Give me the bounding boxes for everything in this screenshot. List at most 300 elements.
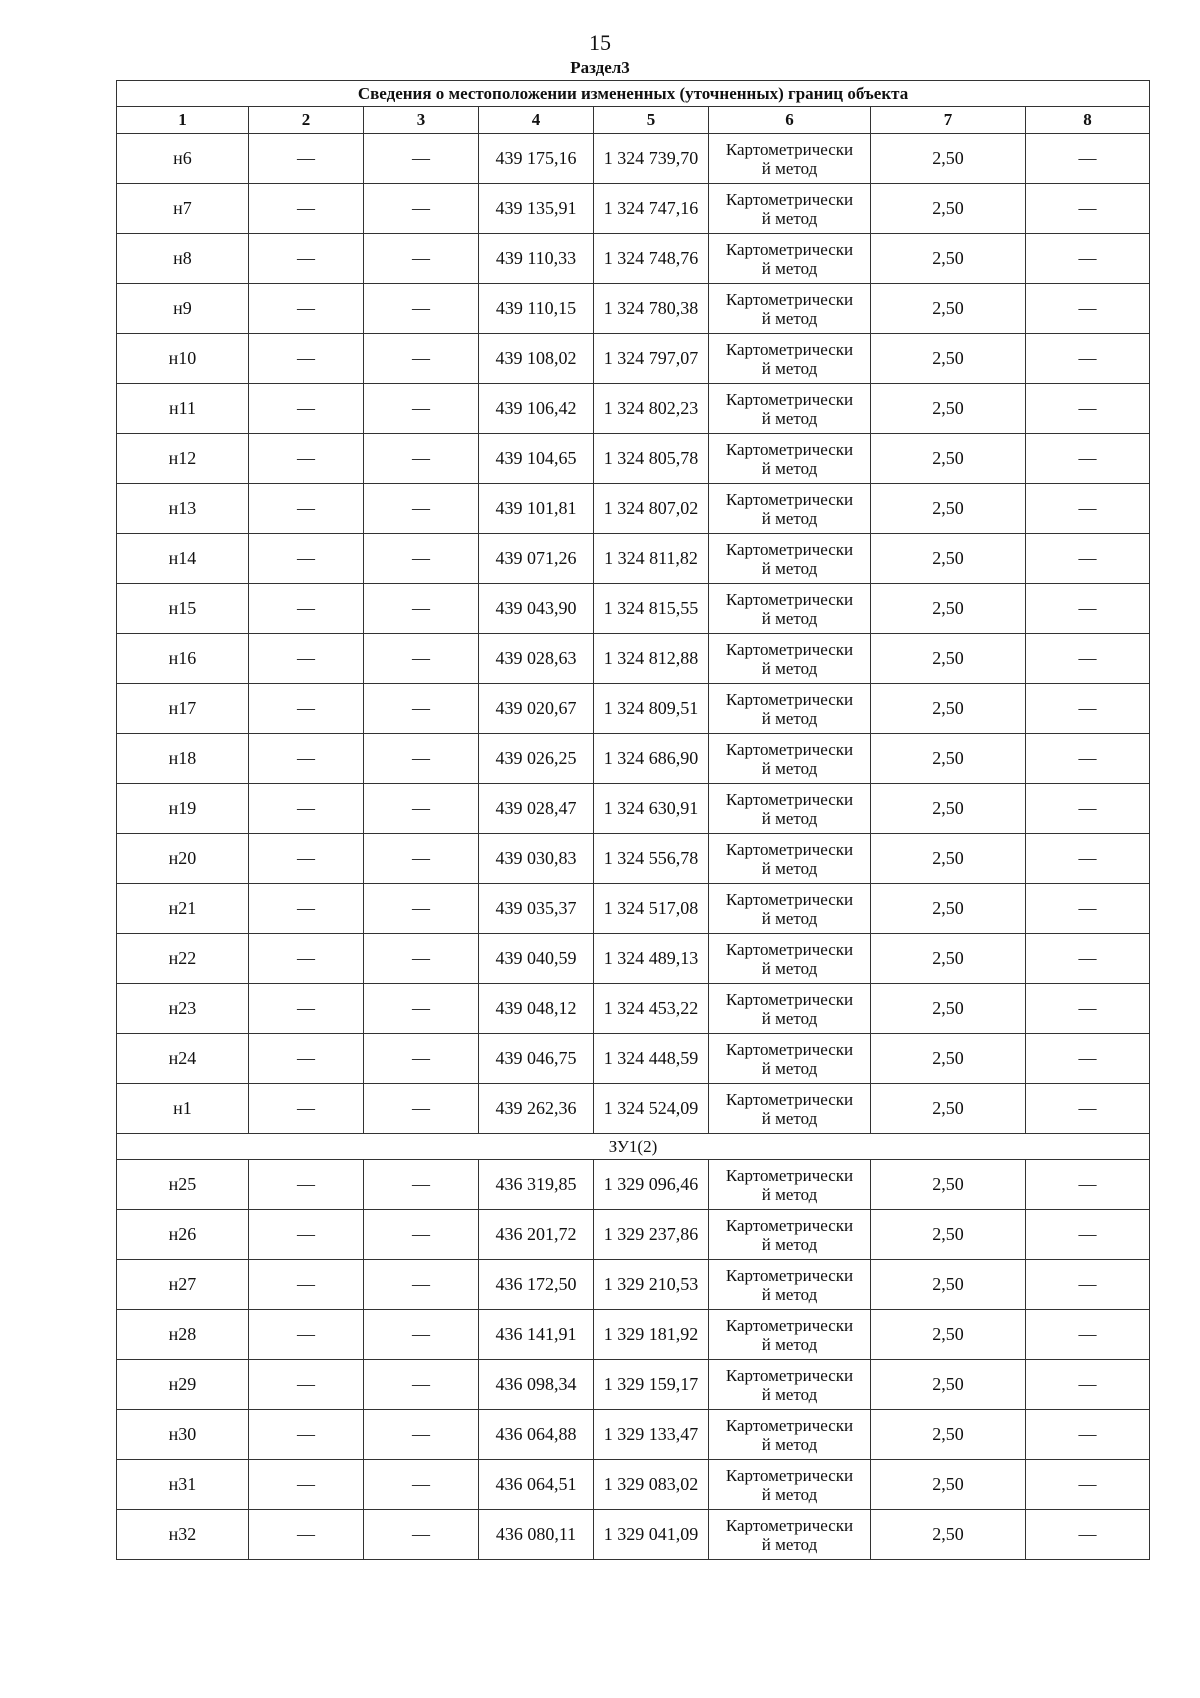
x-coordinate-cell: 439 028,63: [479, 634, 594, 684]
table-row: [117, 134, 1150, 184]
point-id-cell: н30: [117, 1410, 249, 1460]
col8-cell: —: [1026, 1360, 1150, 1410]
table-row: [117, 1510, 1150, 1560]
col3-cell: —: [364, 384, 479, 434]
point-id-cell: н11: [117, 384, 249, 434]
table-row: [117, 534, 1150, 584]
y-coordinate-cell: 1 324 802,23: [594, 384, 709, 434]
table-row: [117, 1310, 1150, 1360]
method-line-1: Картометрически: [725, 1089, 854, 1109]
method-line-1: Картометрически: [725, 1365, 854, 1385]
point-id-cell: н25: [117, 1160, 249, 1210]
method-line-2: й метод: [761, 708, 818, 728]
point-id-cell: н22: [117, 934, 249, 984]
table-row: [117, 1210, 1150, 1260]
method-cell: [709, 1410, 871, 1460]
accuracy-cell: 2,50: [871, 784, 1026, 834]
method-line-2: й метод: [761, 1434, 818, 1454]
point-id-cell: н18: [117, 734, 249, 784]
table-body: [117, 134, 1150, 1560]
col2-cell: —: [249, 834, 364, 884]
x-coordinate-cell: 436 064,51: [479, 1460, 594, 1510]
accuracy-cell: 2,50: [871, 284, 1026, 334]
col2-cell: —: [249, 184, 364, 234]
col3-cell: —: [364, 834, 479, 884]
y-coordinate-cell: 1 324 815,55: [594, 584, 709, 634]
method-line-2: й метод: [761, 758, 818, 778]
col2-cell: —: [249, 634, 364, 684]
y-coordinate-cell: 1 324 630,91: [594, 784, 709, 834]
x-coordinate-cell: 436 098,34: [479, 1360, 594, 1410]
method-line-2: й метод: [761, 258, 818, 278]
point-id-cell: н29: [117, 1360, 249, 1410]
col3-cell: —: [364, 1160, 479, 1210]
point-id-cell: н6: [117, 134, 249, 184]
table-row: [117, 1084, 1150, 1134]
col8-cell: —: [1026, 434, 1150, 484]
table-row: [117, 1160, 1150, 1210]
method-line-1: Картометрически: [725, 189, 854, 209]
method-line-2: й метод: [761, 508, 818, 528]
method-line-2: й метод: [761, 1008, 818, 1028]
x-coordinate-cell: 436 064,88: [479, 1410, 594, 1460]
y-coordinate-cell: 1 324 797,07: [594, 334, 709, 384]
col3-cell: —: [364, 284, 479, 334]
col2-cell: —: [249, 1460, 364, 1510]
col8-cell: —: [1026, 1160, 1150, 1210]
table-row: [117, 884, 1150, 934]
accuracy-cell: 2,50: [871, 634, 1026, 684]
col2-cell: —: [249, 734, 364, 784]
method-cell: [709, 334, 871, 384]
accuracy-cell: 2,50: [871, 684, 1026, 734]
method-cell: [709, 1460, 871, 1510]
method-line-2: й метод: [761, 1534, 818, 1554]
method-line-2: й метод: [761, 1334, 818, 1354]
accuracy-cell: 2,50: [871, 534, 1026, 584]
col8-cell: —: [1026, 234, 1150, 284]
method-line-1: Картометрически: [725, 339, 854, 359]
table-row: [117, 334, 1150, 384]
col3-cell: —: [364, 184, 479, 234]
accuracy-cell: 2,50: [871, 484, 1026, 534]
method-line-1: Картометрически: [725, 739, 854, 759]
col2-cell: —: [249, 1510, 364, 1560]
method-line-2: й метод: [761, 808, 818, 828]
method-cell: [709, 834, 871, 884]
x-coordinate-cell: 439 101,81: [479, 484, 594, 534]
x-coordinate-cell: 439 040,59: [479, 934, 594, 984]
col2-cell: —: [249, 384, 364, 434]
method-cell: [709, 584, 871, 634]
accuracy-cell: 2,50: [871, 1260, 1026, 1310]
table-row: [117, 734, 1150, 784]
table-row: [117, 584, 1150, 634]
method-cell: [709, 1510, 871, 1560]
x-coordinate-cell: 439 175,16: [479, 134, 594, 184]
x-coordinate-cell: 439 048,12: [479, 984, 594, 1034]
y-coordinate-cell: 1 324 556,78: [594, 834, 709, 884]
col8-cell: —: [1026, 1310, 1150, 1360]
accuracy-cell: 2,50: [871, 1410, 1026, 1460]
accuracy-cell: 2,50: [871, 584, 1026, 634]
col2-cell: —: [249, 1084, 364, 1134]
y-coordinate-cell: 1 329 237,86: [594, 1210, 709, 1260]
y-coordinate-cell: 1 324 453,22: [594, 984, 709, 1034]
col3-cell: —: [364, 584, 479, 634]
col8-cell: —: [1026, 384, 1150, 434]
accuracy-cell: 2,50: [871, 384, 1026, 434]
point-id-cell: н31: [117, 1460, 249, 1510]
method-line-2: й метод: [761, 658, 818, 678]
method-line-1: Картометрически: [725, 639, 854, 659]
method-line-2: й метод: [761, 908, 818, 928]
col8-cell: —: [1026, 984, 1150, 1034]
col8-cell: —: [1026, 584, 1150, 634]
method-line-1: Картометрически: [725, 239, 854, 259]
boundary-coordinates-table: [116, 80, 1150, 1560]
method-line-1: Картометрически: [725, 589, 854, 609]
col2-cell: —: [249, 884, 364, 934]
col3-cell: —: [364, 1310, 479, 1360]
col8-cell: —: [1026, 734, 1150, 784]
accuracy-cell: 2,50: [871, 134, 1026, 184]
group-label-row: [117, 1134, 1150, 1160]
method-cell: [709, 734, 871, 784]
column-number: 4: [479, 107, 594, 134]
col3-cell: —: [364, 134, 479, 184]
y-coordinate-cell: 1 324 448,59: [594, 1034, 709, 1084]
table-caption-row: [117, 81, 1150, 107]
col3-cell: —: [364, 1260, 479, 1310]
y-coordinate-cell: 1 324 748,76: [594, 234, 709, 284]
accuracy-cell: 2,50: [871, 834, 1026, 884]
table-row: [117, 434, 1150, 484]
point-id-cell: н28: [117, 1310, 249, 1360]
x-coordinate-cell: 436 319,85: [479, 1160, 594, 1210]
x-coordinate-cell: 439 108,02: [479, 334, 594, 384]
method-cell: [709, 534, 871, 584]
col3-cell: —: [364, 934, 479, 984]
column-number: 6: [709, 107, 871, 134]
col2-cell: —: [249, 484, 364, 534]
y-coordinate-cell: 1 324 524,09: [594, 1084, 709, 1134]
method-cell: [709, 634, 871, 684]
col3-cell: —: [364, 984, 479, 1034]
group-label: ЗУ1(2): [117, 1134, 1150, 1160]
col3-cell: —: [364, 1084, 479, 1134]
x-coordinate-cell: 439 110,15: [479, 284, 594, 334]
y-coordinate-cell: 1 324 517,08: [594, 884, 709, 934]
point-id-cell: н24: [117, 1034, 249, 1084]
method-line-2: й метод: [761, 608, 818, 628]
column-number: 7: [871, 107, 1026, 134]
accuracy-cell: 2,50: [871, 184, 1026, 234]
method-line-1: Картометрически: [725, 489, 854, 509]
method-line-2: й метод: [761, 1484, 818, 1504]
col3-cell: —: [364, 484, 479, 534]
x-coordinate-cell: 436 141,91: [479, 1310, 594, 1360]
col3-cell: —: [364, 1410, 479, 1460]
y-coordinate-cell: 1 329 133,47: [594, 1410, 709, 1460]
col8-cell: —: [1026, 834, 1150, 884]
method-cell: [709, 1310, 871, 1360]
x-coordinate-cell: 439 262,36: [479, 1084, 594, 1134]
column-number: 3: [364, 107, 479, 134]
point-id-cell: н12: [117, 434, 249, 484]
col2-cell: —: [249, 334, 364, 384]
accuracy-cell: 2,50: [871, 1460, 1026, 1510]
method-line-2: й метод: [761, 1184, 818, 1204]
col8-cell: —: [1026, 684, 1150, 734]
table-row: [117, 934, 1150, 984]
point-id-cell: н14: [117, 534, 249, 584]
point-id-cell: н9: [117, 284, 249, 334]
table-row: [117, 984, 1150, 1034]
x-coordinate-cell: 439 071,26: [479, 534, 594, 584]
point-id-cell: н20: [117, 834, 249, 884]
accuracy-cell: 2,50: [871, 1310, 1026, 1360]
page-number: 15: [589, 30, 611, 55]
y-coordinate-cell: 1 324 489,13: [594, 934, 709, 984]
method-cell: [709, 484, 871, 534]
method-cell: [709, 1360, 871, 1410]
point-id-cell: н7: [117, 184, 249, 234]
accuracy-cell: 2,50: [871, 1084, 1026, 1134]
table-row: [117, 234, 1150, 284]
x-coordinate-cell: 439 030,83: [479, 834, 594, 884]
accuracy-cell: 2,50: [871, 984, 1026, 1034]
col8-cell: —: [1026, 534, 1150, 584]
method-line-1: Картометрически: [725, 1315, 854, 1335]
point-id-cell: н1: [117, 1084, 249, 1134]
point-id-cell: н17: [117, 684, 249, 734]
table-row: [117, 484, 1150, 534]
y-coordinate-cell: 1 329 210,53: [594, 1260, 709, 1310]
x-coordinate-cell: 436 172,50: [479, 1260, 594, 1310]
point-id-cell: н23: [117, 984, 249, 1034]
col8-cell: —: [1026, 1210, 1150, 1260]
table-row: [117, 784, 1150, 834]
table-row: [117, 1410, 1150, 1460]
col8-cell: —: [1026, 884, 1150, 934]
column-number: 2: [249, 107, 364, 134]
col3-cell: —: [364, 1510, 479, 1560]
col8-cell: —: [1026, 634, 1150, 684]
point-id-cell: н32: [117, 1510, 249, 1560]
method-line-1: Картометрически: [725, 539, 854, 559]
point-id-cell: н13: [117, 484, 249, 534]
method-line-1: Картометрически: [725, 939, 854, 959]
method-line-1: Картометрически: [725, 839, 854, 859]
method-cell: [709, 1084, 871, 1134]
col2-cell: —: [249, 1360, 364, 1410]
method-line-2: й метод: [761, 408, 818, 428]
y-coordinate-cell: 1 324 686,90: [594, 734, 709, 784]
method-line-2: й метод: [761, 208, 818, 228]
y-coordinate-cell: 1 324 807,02: [594, 484, 709, 534]
col8-cell: —: [1026, 184, 1150, 234]
y-coordinate-cell: 1 329 096,46: [594, 1160, 709, 1210]
col3-cell: —: [364, 1460, 479, 1510]
method-line-1: Картометрически: [725, 889, 854, 909]
method-line-1: Картометрически: [725, 1215, 854, 1235]
table-row: [117, 384, 1150, 434]
method-line-1: Картометрически: [725, 1515, 854, 1535]
table-row: [117, 1034, 1150, 1084]
x-coordinate-cell: 439 104,65: [479, 434, 594, 484]
col3-cell: —: [364, 1210, 479, 1260]
method-line-1: Картометрически: [725, 1265, 854, 1285]
table-row: [117, 1260, 1150, 1310]
col2-cell: —: [249, 284, 364, 334]
y-coordinate-cell: 1 324 805,78: [594, 434, 709, 484]
table-row: [117, 834, 1150, 884]
col3-cell: —: [364, 234, 479, 284]
y-coordinate-cell: 1 324 780,38: [594, 284, 709, 334]
x-coordinate-cell: 439 046,75: [479, 1034, 594, 1084]
method-cell: [709, 234, 871, 284]
method-line-2: й метод: [761, 158, 818, 178]
table-row: [117, 634, 1150, 684]
col8-cell: —: [1026, 1460, 1150, 1510]
table-row: [117, 1460, 1150, 1510]
col3-cell: —: [364, 734, 479, 784]
col2-cell: —: [249, 434, 364, 484]
method-line-1: Картометрически: [725, 1039, 854, 1059]
method-line-2: й метод: [761, 1384, 818, 1404]
y-coordinate-cell: 1 324 747,16: [594, 184, 709, 234]
accuracy-cell: 2,50: [871, 1360, 1026, 1410]
x-coordinate-cell: 439 028,47: [479, 784, 594, 834]
method-cell: [709, 1034, 871, 1084]
x-coordinate-cell: 439 135,91: [479, 184, 594, 234]
method-line-2: й метод: [761, 1058, 818, 1078]
method-line-2: й метод: [761, 308, 818, 328]
method-line-1: Картометрически: [725, 439, 854, 459]
col2-cell: —: [249, 1034, 364, 1084]
x-coordinate-cell: 436 201,72: [479, 1210, 594, 1260]
method-line-2: й метод: [761, 358, 818, 378]
col2-cell: —: [249, 684, 364, 734]
method-line-1: Картометрически: [725, 689, 854, 709]
method-line-1: Картометрически: [725, 289, 854, 309]
col3-cell: —: [364, 334, 479, 384]
col8-cell: —: [1026, 1260, 1150, 1310]
method-line-2: й метод: [761, 858, 818, 878]
column-number: 8: [1026, 107, 1150, 134]
method-line-2: й метод: [761, 958, 818, 978]
col8-cell: —: [1026, 1034, 1150, 1084]
y-coordinate-cell: 1 329 159,17: [594, 1360, 709, 1410]
col8-cell: —: [1026, 284, 1150, 334]
accuracy-cell: 2,50: [871, 1034, 1026, 1084]
method-cell: [709, 134, 871, 184]
col2-cell: —: [249, 934, 364, 984]
table-row: [117, 1360, 1150, 1410]
accuracy-cell: 2,50: [871, 1510, 1026, 1560]
y-coordinate-cell: 1 329 181,92: [594, 1310, 709, 1360]
point-id-cell: н26: [117, 1210, 249, 1260]
method-cell: [709, 784, 871, 834]
col2-cell: —: [249, 784, 364, 834]
method-line-1: Картометрически: [725, 1165, 854, 1185]
method-cell: [709, 284, 871, 334]
method-line-1: Картометрически: [725, 789, 854, 809]
point-id-cell: н16: [117, 634, 249, 684]
accuracy-cell: 2,50: [871, 1210, 1026, 1260]
method-cell: [709, 884, 871, 934]
col8-cell: —: [1026, 334, 1150, 384]
method-cell: [709, 934, 871, 984]
accuracy-cell: 2,50: [871, 734, 1026, 784]
y-coordinate-cell: 1 324 812,88: [594, 634, 709, 684]
col2-cell: —: [249, 1260, 364, 1310]
method-line-1: Картометрически: [725, 139, 854, 159]
method-cell: [709, 1210, 871, 1260]
method-line-2: й метод: [761, 458, 818, 478]
x-coordinate-cell: 439 106,42: [479, 384, 594, 434]
method-cell: [709, 684, 871, 734]
method-cell: [709, 1260, 871, 1310]
x-coordinate-cell: 439 020,67: [479, 684, 594, 734]
col8-cell: —: [1026, 1084, 1150, 1134]
point-id-cell: н10: [117, 334, 249, 384]
method-cell: [709, 1160, 871, 1210]
col8-cell: —: [1026, 134, 1150, 184]
table-row: [117, 284, 1150, 334]
col8-cell: —: [1026, 784, 1150, 834]
y-coordinate-cell: 1 324 809,51: [594, 684, 709, 734]
method-line-1: Картометрически: [725, 1415, 854, 1435]
col8-cell: —: [1026, 1410, 1150, 1460]
method-line-1: Картометрически: [725, 1465, 854, 1485]
col3-cell: —: [364, 684, 479, 734]
y-coordinate-cell: 1 324 739,70: [594, 134, 709, 184]
table-caption: Сведения о местоположении измененных (уточненных) границ объекта: [117, 81, 1150, 107]
col3-cell: —: [364, 634, 479, 684]
col2-cell: —: [249, 1310, 364, 1360]
col2-cell: —: [249, 134, 364, 184]
column-number: 1: [117, 107, 249, 134]
point-id-cell: н15: [117, 584, 249, 634]
accuracy-cell: 2,50: [871, 1160, 1026, 1210]
col2-cell: —: [249, 1410, 364, 1460]
point-id-cell: н27: [117, 1260, 249, 1310]
col2-cell: —: [249, 534, 364, 584]
x-coordinate-cell: 439 043,90: [479, 584, 594, 634]
column-number: 5: [594, 107, 709, 134]
accuracy-cell: 2,50: [871, 234, 1026, 284]
col3-cell: —: [364, 534, 479, 584]
y-coordinate-cell: 1 329 083,02: [594, 1460, 709, 1510]
table-row: [117, 684, 1150, 734]
method-line-2: й метод: [761, 1284, 818, 1304]
col3-cell: —: [364, 884, 479, 934]
accuracy-cell: 2,50: [871, 334, 1026, 384]
x-coordinate-cell: 439 035,37: [479, 884, 594, 934]
method-cell: [709, 184, 871, 234]
col2-cell: —: [249, 984, 364, 1034]
section-title: Раздел3: [570, 58, 630, 77]
table-row: [117, 184, 1150, 234]
col2-cell: —: [249, 1160, 364, 1210]
col3-cell: —: [364, 784, 479, 834]
col2-cell: —: [249, 234, 364, 284]
method-line-2: й метод: [761, 558, 818, 578]
x-coordinate-cell: 439 110,33: [479, 234, 594, 284]
method-cell: [709, 384, 871, 434]
